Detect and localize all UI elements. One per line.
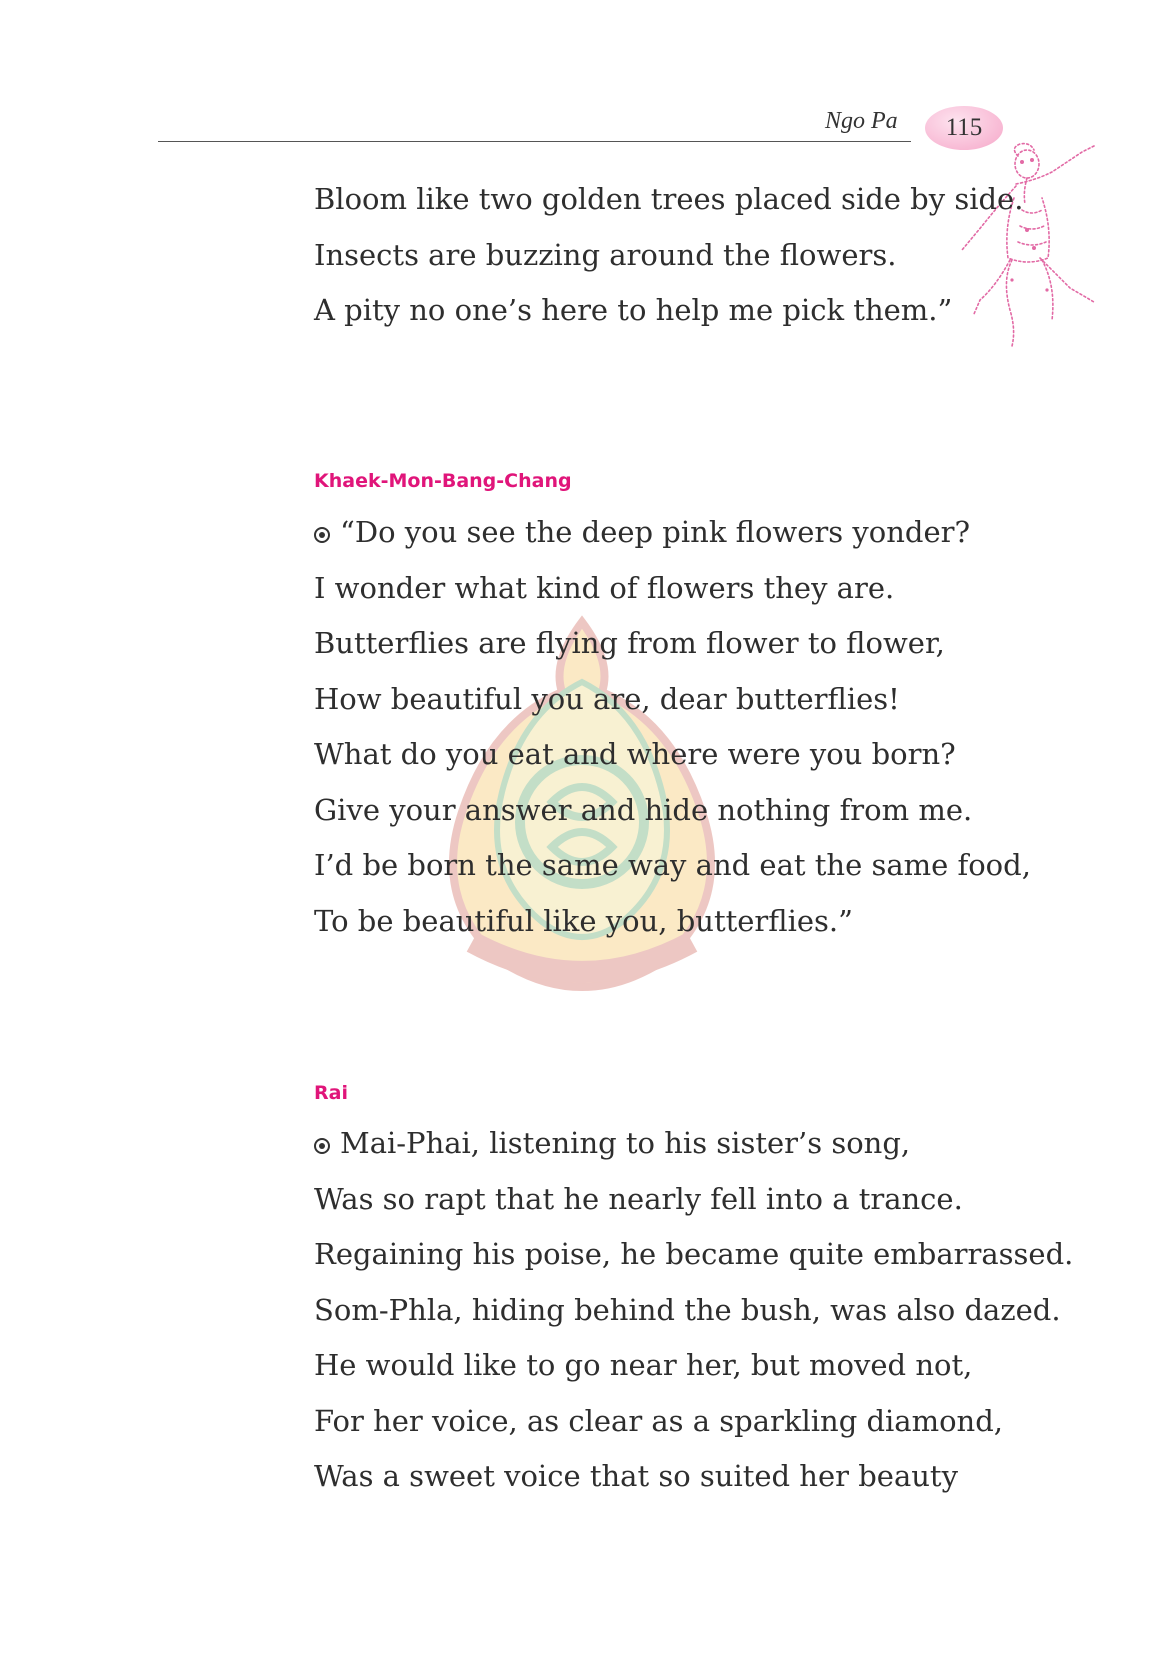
- verse-text: “Do you see the deep pink flowers yonder?: [340, 515, 971, 549]
- verse-line: I’d be born the same way and eat the same food,: [314, 848, 1031, 882]
- stanza-1: [314, 172, 1023, 339]
- verse-line: A pity no one’s here to help me pick them.”: [314, 293, 953, 327]
- verse-line: Regaining his poise, he became quite embarrassed.: [314, 1237, 1074, 1271]
- verse-bullet-icon: [314, 1138, 330, 1154]
- verse-line: Give your answer and hide nothing from me.: [314, 792, 973, 827]
- stanza-3: [314, 1116, 1073, 1505]
- verse-line: [314, 505, 1031, 561]
- verse-line: How beautiful you are, dear butterflies!: [314, 681, 900, 716]
- verse-line: Butterflies are flying from flower to flower,: [314, 626, 945, 660]
- verse-line: Bloom like two golden trees placed side by side.: [314, 182, 1024, 216]
- verse-line: To be beautiful like you, butterflies.”: [314, 903, 853, 938]
- page-number: 115: [945, 114, 983, 141]
- verse-line: Insects are buzzing around the flowers.: [314, 237, 897, 272]
- verse-line: Was a sweet voice that so suited her beauty: [314, 1459, 958, 1493]
- section-heading-khaek-mon-bang-chang: Khaek-Mon-Bang-Chang: [314, 470, 572, 492]
- verse-line: [314, 1116, 1073, 1172]
- section-heading-rai: Rai: [314, 1082, 348, 1104]
- verse-line: For her voice, as clear as a sparkling diamond,: [314, 1403, 1004, 1438]
- verse-line: Was so rapt that he nearly fell into a trance.: [314, 1181, 963, 1216]
- running-title: Ngo Pa: [825, 108, 898, 134]
- verse-line: Som-Phla, hiding behind the bush, was also dazed.: [314, 1292, 1061, 1327]
- verse-bullet-icon: [314, 527, 330, 543]
- verse-line: He would like to go near her, but moved not,: [314, 1348, 973, 1382]
- stanza-2: [314, 505, 1031, 949]
- verse-text: Mai-Phai, listening to his sister’s song,: [340, 1126, 911, 1160]
- verse-line: What do you eat and where were you born?: [314, 737, 956, 771]
- header-rule: [158, 141, 911, 142]
- verse-line: I wonder what kind of flowers they are.: [314, 570, 895, 605]
